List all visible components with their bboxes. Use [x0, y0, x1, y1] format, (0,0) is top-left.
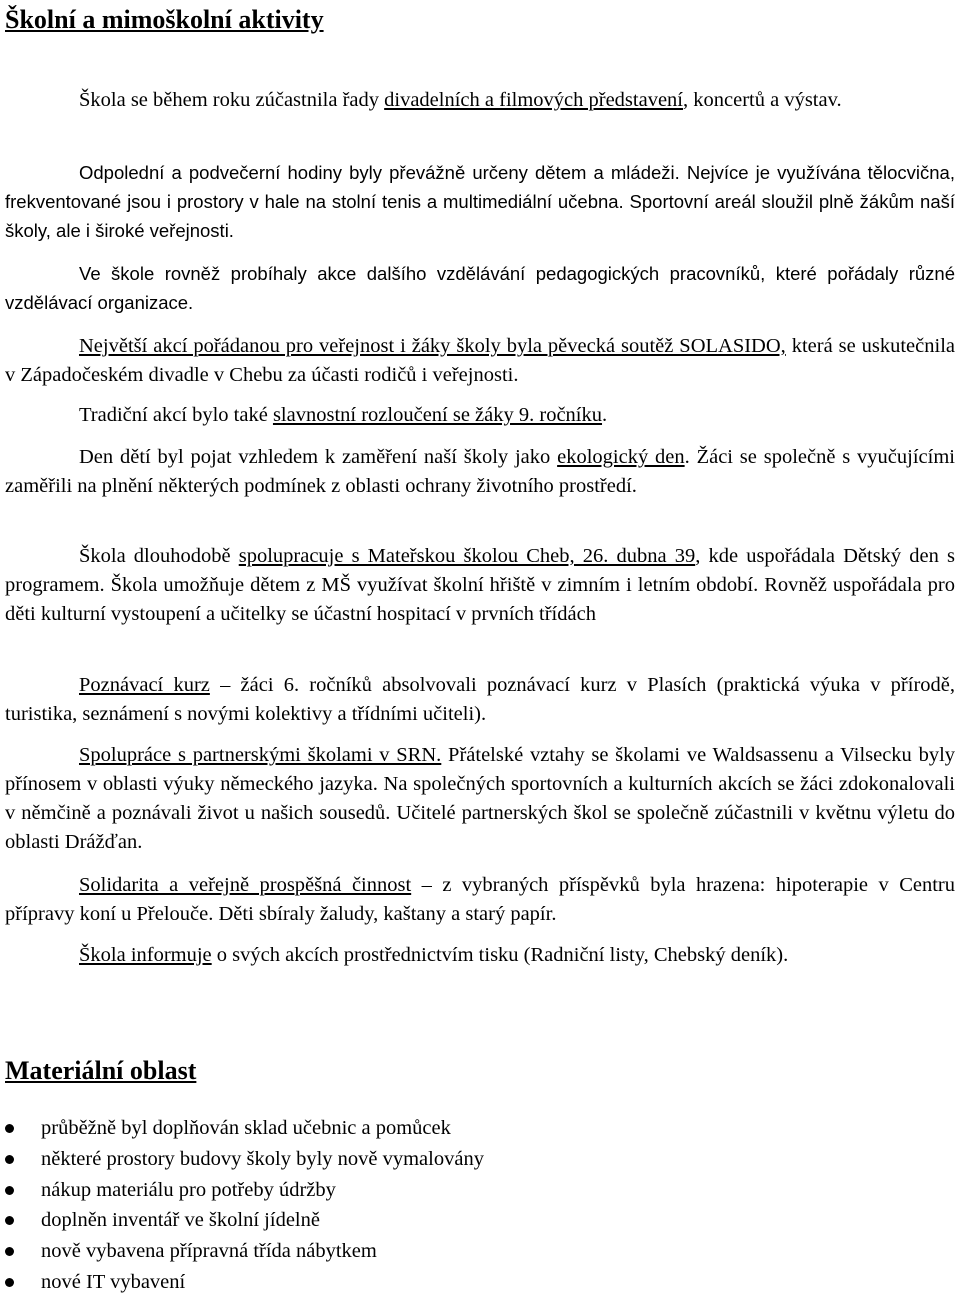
list-item-text: nové IT vybavení: [41, 1270, 186, 1293]
underlined-phrase: ekologický den: [557, 446, 685, 468]
list-item: [5, 1267, 484, 1298]
list-item: [5, 1236, 484, 1267]
text-span: Přátelské vztahy se školami ve Waldsassenu a Vilsecku byly přínosem v oblasti výuky německého jazyka. Na společných sportovních a kulturních akcích se žáci zdokonalovali v němčině a poznávali život u našich sousedů. Učitelé partnerských škol se společně zúčastnili v květnu výletu do oblasti Drážďan.: [5, 744, 956, 853]
list-item-text: nově vybavena přípravná třída nábytkem: [41, 1240, 377, 1263]
bullet-icon: [5, 1155, 14, 1164]
paragraph-teacher-education: Ve škole rovněž probíhaly akce dalšího vzdělávání pedagogických pracovníků, které pořádaly různé vzdělávací organizace.: [5, 263, 955, 313]
bullet-icon: [5, 1186, 14, 1195]
paragraph-childrens-day: [5, 443, 955, 501]
underlined-phrase: Největší akcí pořádanou pro veřejnost i žáky školy byla pěvecká soutěž SOLASIDO,: [79, 335, 786, 357]
bullet-icon: [5, 1124, 14, 1133]
paragraph-school-informs: [5, 941, 955, 970]
list-item: [5, 1205, 484, 1236]
text-span: Škola dlouhodobě: [79, 545, 239, 567]
text-span: . Žáci se společně s vyučujícími zaměřili na plnění některých podmínek z oblasti ochrany životního prostředí.: [5, 446, 955, 497]
list-item-text: některé prostory budovy školy byly nově vymalovány: [41, 1147, 484, 1170]
text-span: – z vybraných příspěvků byla hrazena: hipoterapie v Centru přípravy koní u Přelouče. Děti sbíraly žaludy, kaštany a starý papír.: [5, 874, 955, 925]
text-span: Tradiční akcí bylo také: [79, 404, 273, 426]
bullet-icon: [5, 1278, 14, 1287]
section-heading-material: Materiální oblast: [5, 1056, 197, 1085]
bullet-icon: [5, 1216, 14, 1225]
text-span: o svých akcích prostřednictvím tisku (Radniční listy, Chebský deník).: [211, 944, 789, 966]
material-list: [5, 1113, 484, 1298]
section-heading-activities: Školní a mimoškolní aktivity: [5, 5, 324, 34]
paragraph-performances: [5, 86, 955, 115]
text-span: .: [602, 404, 608, 426]
paragraph-solidarity: [5, 871, 955, 929]
paragraph-partner-schools: [5, 741, 955, 857]
text-span: , kde uspořádala Dětský den s programem. Škola umožňuje dětem z MŠ využívat školní hřiště v zimním i letním období. Rovněž uspořádala pro děti kulturní vystoupení a učitelky se účastní hospitací v prvních třídách: [5, 545, 955, 625]
underlined-phrase: Solidarita a veřejně prospěšná činnost: [79, 874, 412, 896]
text-span: která se uskutečnila v Západočeském divadle v Chebu za účasti rodičů i veřejnosti.: [5, 335, 955, 386]
list-item-text: průběžně byl doplňován sklad učebnic a pomůcek: [41, 1117, 451, 1139]
text-span: , koncertů a výstav.: [683, 89, 842, 111]
paragraph-kindergarten: [5, 542, 955, 629]
paragraph-course: [5, 671, 955, 729]
list-item: [5, 1175, 484, 1206]
underlined-phrase: Škola informuje: [79, 944, 212, 966]
text-span: – žáci 6. ročníků absolvovali poznávací kurz v Plasích (praktická výuka v přírodě, turistika, seznámení s novými kolektivy a třídními učiteli).: [5, 674, 955, 725]
list-item: [5, 1113, 484, 1144]
underlined-phrase: spolupracuje s Mateřskou školou Cheb, 26. dubna 39: [238, 545, 696, 567]
underlined-phrase: divadelních a filmových představení: [384, 89, 684, 111]
text-span: Den dětí byl pojat vzhledem k zaměření naší školy jako: [79, 446, 558, 468]
paragraph-solasido: [5, 332, 955, 390]
paragraph-farewell: [5, 401, 955, 430]
text-span: Škola se během roku zúčastnila řady: [79, 89, 385, 111]
list-item-text: nákup materiálu pro potřeby údržby: [41, 1178, 336, 1201]
bullet-icon: [5, 1247, 14, 1256]
list-item-text: doplněn inventář ve školní jídelně: [41, 1209, 320, 1232]
underlined-phrase: slavnostní rozloučení se žáky 9. ročníku: [272, 404, 603, 426]
underlined-phrase: Spolupráce s partnerskými školami v SRN.: [79, 744, 442, 766]
underlined-phrase: Poznávací kurz: [79, 674, 210, 696]
list-item: [5, 1144, 484, 1175]
paragraph-afternoon-use: Odpolední a podvečerní hodiny byly převážně určeny dětem a mládeži. Nejvíce je využívána tělocvična, frekventované jsou i prostory v hale na stolní tenis a multimediální učebna. Sportovní areál sloužil plně žákům naší školy, ale i široké veřejnosti.: [5, 162, 955, 241]
